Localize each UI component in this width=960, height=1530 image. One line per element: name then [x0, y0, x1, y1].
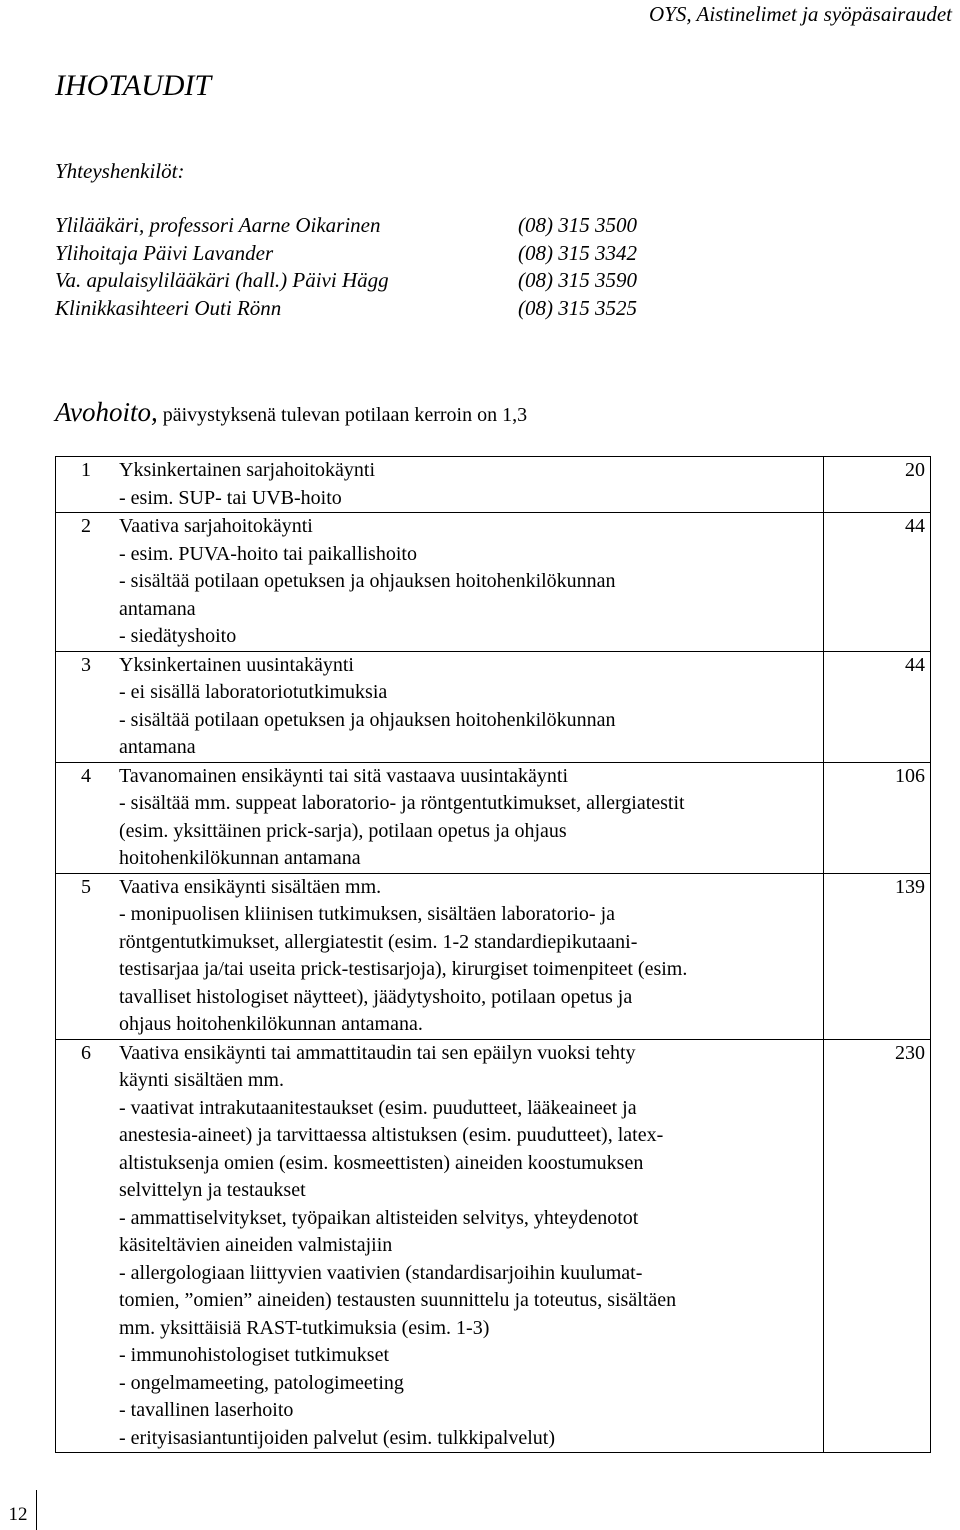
description-line: Vaativa ensikäynti sisältäen mm. [119, 875, 382, 898]
page-title: IHOTAUDIT [55, 69, 212, 102]
description-line: antamana [119, 597, 196, 620]
description-line: anestesia-aineet) ja tarvittaessa altistuksen (esim. puudutteet), latex- [119, 1124, 664, 1146]
description-line: Yksinkertainen sarjahoitokäynti [119, 459, 376, 481]
description-line: - esim. PUVA-hoito tai paikallishoito [119, 542, 417, 565]
description-line: Yksinkertainen uusintakäynti [119, 653, 354, 676]
table-row [56, 513, 931, 652]
table-row [56, 651, 931, 762]
contact-row [55, 295, 637, 323]
table-row [56, 873, 931, 1039]
description-line: - siedätyshoito [119, 625, 237, 647]
description-line: käsiteltävien aineiden valmistajiin [119, 1234, 393, 1256]
contact-row [55, 267, 637, 295]
row-description [116, 762, 824, 873]
description-line: - ammattiselvitykset, työpaikan altisteiden selvitys, yhteydenotot [119, 1206, 639, 1229]
description-line: (esim. yksittäinen prick-sarja), potilaan opetus ja ohjaus [119, 819, 567, 842]
page-number: 12 [8, 1504, 28, 1525]
description-line: - sisältää potilaan opetuksen ja ohjauksen hoitohenkilökunnan [119, 570, 616, 592]
row-price: 139 [824, 873, 931, 1039]
section-heading [55, 396, 527, 431]
contact-phone: (08) 315 3525 [518, 295, 637, 320]
description-line: mm. yksittäisiä RAST-tutkimuksia (esim. 1-3) [119, 1316, 490, 1339]
description-line: - immunohistologiset tutkimukset [119, 1344, 389, 1366]
description-line: - sisältää potilaan opetuksen ja ohjauksen hoitohenkilökunnan [119, 708, 616, 731]
row-price: 44 [824, 513, 931, 652]
contact-name: Klinikkasihteeri Outi Rönn [55, 295, 282, 320]
description-line: ohjaus hoitohenkilökunnan antamana. [119, 1013, 423, 1035]
section-rest: päivystyksenä tulevan potilaan kerroin on 1,3 [157, 404, 528, 426]
description-line: tomien, ”omien” aineiden) testausten suunnittelu ja toteutus, sisältäen [119, 1289, 677, 1311]
contact-row [55, 240, 637, 268]
description-line: antamana [119, 736, 196, 758]
description-line: - allergologiaan liittyvien vaativien (standardisarjoihin kuulumat- [119, 1261, 643, 1284]
price-table-body [56, 457, 931, 1453]
description-line: testisarjaa ja/tai useita prick-testisarjoja), kirurgiset toimenpiteet (esim. [119, 958, 688, 980]
row-number: 2 [56, 513, 117, 652]
description-line: - vaativat intrakutaanitestaukset (esim. puudutteet, lääkeaineet ja [119, 1096, 637, 1119]
row-description [116, 513, 824, 652]
row-description [116, 651, 824, 762]
row-description [116, 1039, 824, 1453]
contact-phone: (08) 315 3500 [518, 213, 637, 237]
table-row [56, 457, 931, 513]
row-description [116, 457, 824, 513]
description-line: - erityisasiantuntijoiden palvelut (esim. tulkkipalvelut) [119, 1426, 556, 1449]
row-price: 230 [824, 1039, 931, 1453]
row-number: 1 [56, 457, 117, 513]
contact-row [55, 212, 637, 240]
row-number: 3 [56, 651, 117, 762]
contact-name: Ylihoitaja Päivi Lavander [55, 240, 274, 265]
contact-phone: (08) 315 3590 [518, 268, 637, 292]
row-number: 6 [56, 1039, 117, 1453]
description-line: - ei sisällä laboratoriotutkimuksia [119, 681, 388, 703]
description-line: selvittelyn ja testaukset [119, 1179, 306, 1201]
contact-name: Va. apulaisylilääkäri (hall.) Päivi Hägg [55, 268, 389, 292]
row-number: 4 [56, 762, 117, 873]
row-price: 44 [824, 651, 931, 762]
description-line: Vaativa ensikäynti tai ammattitaudin tai sen epäilyn vuoksi tehty [119, 1041, 636, 1064]
row-description [116, 873, 824, 1039]
description-line: - tavallinen laserhoito [119, 1399, 294, 1421]
row-price: 106 [824, 762, 931, 873]
contacts-list [55, 212, 637, 322]
description-line: - esim. SUP- tai UVB-hoito [119, 486, 342, 509]
contacts-heading: Yhteyshenkilöt: [55, 159, 185, 183]
description-line: - ongelmameeting, patologimeeting [119, 1371, 404, 1394]
contact-phone: (08) 315 3342 [518, 240, 637, 265]
description-line: - monipuolisen kliinisen tutkimuksen, sisältäen laboratorio- ja [119, 903, 616, 925]
description-line: tavalliset histologiset näytteet), jäädytyshoito, potilaan opetus ja [119, 985, 633, 1008]
description-line: - sisältää mm. suppeat laboratorio- ja röntgentutkimukset, allergiatestit [119, 792, 685, 814]
table-row [56, 1039, 931, 1453]
description-line: Tavanomainen ensikäynti tai sitä vastaava uusintakäynti [119, 764, 569, 787]
description-line: Vaativa sarjahoitokäynti [119, 515, 313, 537]
description-line: käynti sisältäen mm. [119, 1069, 284, 1091]
page-number-rule [36, 1490, 37, 1530]
description-line: röntgentutkimukset, allergiatestit (esim. 1-2 standardiepikutaani- [119, 930, 638, 953]
description-line: altistuksenja omien (esim. kosmeettisten) aineiden koostumuksen [119, 1151, 644, 1174]
row-number: 5 [56, 873, 117, 1039]
section-lead: Avohoito, [55, 397, 158, 427]
description-line: hoitohenkilökunnan antamana [119, 847, 361, 869]
running-header: OYS, Aistinelimet ja syöpäsairaudet [649, 2, 952, 26]
contact-name: Ylilääkäri, professori Aarne Oikarinen [55, 213, 381, 237]
table-row [56, 762, 931, 873]
row-price: 20 [824, 457, 931, 513]
price-table [55, 456, 931, 1453]
